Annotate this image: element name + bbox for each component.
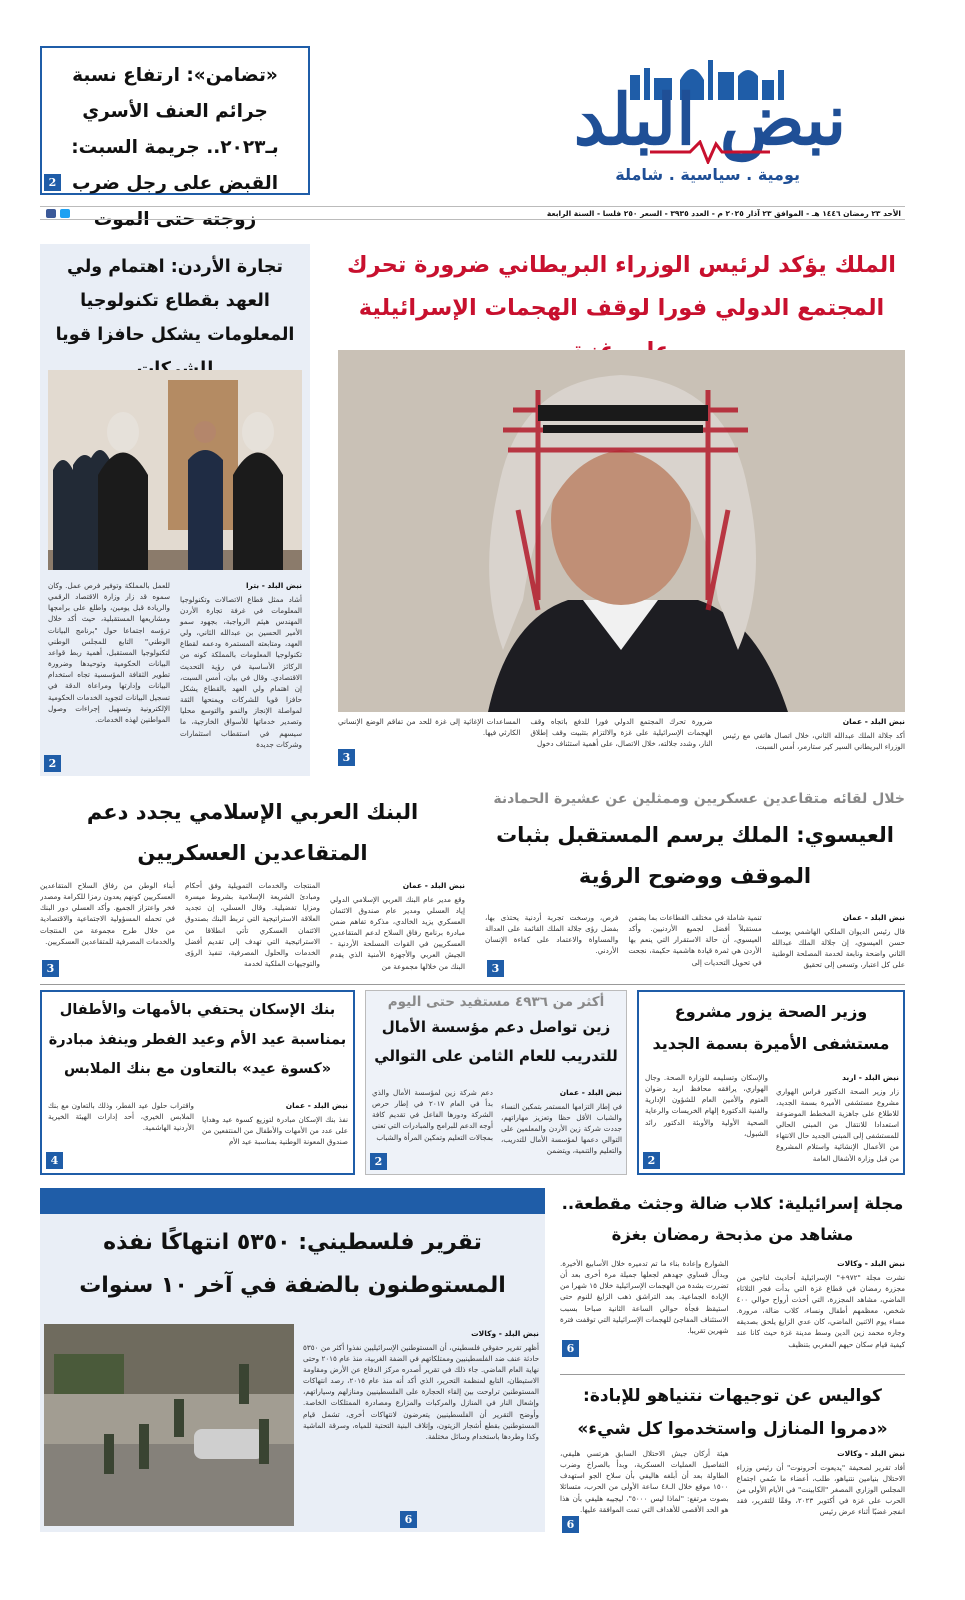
page-ref-badge: 2 xyxy=(370,1153,387,1170)
lead-body xyxy=(338,716,905,772)
top-promo-box[interactable] xyxy=(40,46,310,231)
settlers-col-1: أظهر تقرير حقوقي فلسطيني، أن المستوطنين الإسرائيليين نفذوا أكثر من ٥٣٥٠ حادثة عنف ضد الفلسطينيين وممتلكاتهم في الضفة الغربية، منذ عام ٢٠١٥ وحتى نهاية العام الماضي. جاء ذلك في تقرير أصدره مركز الدفاع عن الأرض ومقاومة الاستيطان، التابع لمنظمة التحرير، الذي أكد أنه منذ عام ٢٠١٥، رصد انتهاكات المستوطنين تراوحت بين إلقاء الحجارة على الفلسطينيين ومنازلهم وسياراتهم، وإشعال النار في المنازل والمركبات والمزارع ومصادرة الممتلكات الخاصة. وأوضح التقرير أن الفلسطينيين يتعرضون لانتهاكات أخرى، تشمل قيام المستوطنين بقطع أشجار الزيتون، وإتلاف البنية التحتية للمياه، وسرقة الماشية وكذا وطردها باستخدام وسائل مختلفة. xyxy=(303,1342,539,1441)
dogs-headline: مجلة إسرائيلية: كلاب ضالة وجثث مقطعة.. مشاهد من مذبحة رمضان بغزة xyxy=(561,1194,904,1245)
divider xyxy=(40,984,905,985)
page-ref-badge: 2 xyxy=(44,174,61,191)
dogs-byline: نبض البلد - وكالات xyxy=(837,1259,905,1268)
health-body xyxy=(645,1072,899,1172)
masthead xyxy=(500,45,920,200)
netanyahu-story xyxy=(560,1380,905,1535)
netanyahu-col-2: هيئة أركان جيش الاحتلال السابق هرتسي هليفي، التفاصيل العمليات العسكرية، وبدأ بالصراخ وضرب الطاولة بعد أن أبلغه هاليفي بأن سلاح الجو استهدف ١٥٠٠ موقع خلال الـ٤٨ ساعة الأولى من الحرب، متسائلا بصوت مرتفع: "لماذا ليس ٥٠٠٠"، ليجيبه هليفي بأن هذا هو الحد الأقصى للأهداف التي تمت الموافقة عليها. xyxy=(560,1449,729,1514)
settlers-body xyxy=(303,1328,539,1524)
bank-story xyxy=(40,790,465,980)
settlers-photo xyxy=(44,1324,294,1526)
trade-story xyxy=(40,244,310,776)
housing-col-2: واقتراب حلول عيد الفطر، وذلك بالتعاون مع بنك الملابس الخيري، أحد إدارات الهيئة الخيرية الأردنية الهاشمية. xyxy=(48,1101,194,1133)
page-ref-badge: 3 xyxy=(338,749,355,766)
netanyahu-col-1: أفاد تقرير لصحيفة "يديعوت أحرونوت" أن رئيس وزراء الاحتلال بنيامين نتنياهو، طلب، أعضاء ما سُمي اجتماع المجلس الوزاري المصغر "الكابينت" في الأيام الأولى من الحرب على غزة في أكتوبر ٢٠٢٣، وفقًا للتقرير، فقد انفجر غضبًا أثناء عرض رئيس xyxy=(736,1462,905,1517)
page-ref-badge: 2 xyxy=(44,755,61,772)
issawi-kicker: خلال لقائه متقاعدين عسكريين وممثلين عن عشيرة الحمادنة xyxy=(493,791,905,807)
netanyahu-body xyxy=(560,1448,905,1534)
settlers-byline: نبض البلد - وكالات xyxy=(471,1329,539,1338)
zain-col-2: دعم شركة زين لمؤسسة الأمال والذي بدأ في العام ٢٠١٧ في إطار حرص الشركة ودورها الفاعل في تقديم كافة أوجه الدعم للبرامج والمبادرات التي تعنى بمجالات التعليم وتمكين المرأة والشباب xyxy=(372,1088,493,1142)
issawi-headline: العيسوي: الملك يرسم المستقبل بثبات الموقف ووضوح الرؤية xyxy=(496,822,894,888)
trade-byline: نبض البلد - بترا xyxy=(245,581,302,590)
housing-story xyxy=(40,990,355,1175)
page-ref-badge: 3 xyxy=(487,960,504,977)
bank-col-1: وقع مدير عام البنك العربي الإسلامي الدولي إياد العسلي ومدير عام صندوق الائتمان العسكري يزيد الخالدي، مذكرة تفاهم ضمن مبادرة برنامج رفاق السلاح لدعم المتقاعدين العسكريين في القوات المسلحة الأردنية - الجيش العربي والأجهزة الأمنية الذي يقدم البنك من خلالها مجموعة من xyxy=(330,894,465,971)
zain-col-1: في إطار التزامها المستمر بتمكين النساء والشباب الأقل حظا وتعزيز مهاراتهم، جددت شركة زين الأردن والمعلمين على التوالي دعمها لمؤسسة الأمال للتدريب، والتعليم والتنمية، ويتضمن xyxy=(501,1101,622,1156)
health-headline: وزير الصحة يزور مشروع مستشفى الأميرة بسمة الجديد xyxy=(652,1002,890,1053)
page-ref-badge: 2 xyxy=(643,1152,660,1169)
lead-headline: الملك يؤكد لرئيس الوزراء البريطاني ضرورة تحرك المجتمع الدولي فورا لوقف الهجمات الإسرائيلية xyxy=(347,252,896,321)
bank-col-2: المنتجات والخدمات التمويلية وفق أحكام ومبادئ الشريعة الإسلامية بشروط ميسرة ومزايا تفضيلية. وقال العسلي، إن تجديد العلاقة الاستراتيجية التي تربط البنك بصندوق الائتمان العسكري تأتي انطلاقا من الاستراتيجية التي تهدف إلى تقديم أفضل الخدمات والحلول المصرفية، تنفيذ الرؤى والتوجيهات الملكية لخدمة xyxy=(185,881,320,969)
page-ref-badge: 4 xyxy=(46,1152,63,1169)
trade-headline: تجارة الأردن: اهتمام ولي العهد بقطاع تكنولوجيا المعلومات يشكل حافزا قويا xyxy=(55,257,295,346)
pulse-line-icon xyxy=(650,140,770,164)
health-col-2: والإسكان وتسليمه للوزارة الصحة. وجال الهواري، يرافقه محافظ اربد رضوان العتوم والأمين العام للشؤون الإدارية والفنية الدكتورة إلهام الخريسات والرعاية الصحية الأولية والأوبئة الدكتور رائد الشبول، xyxy=(645,1073,768,1138)
lead-byline: نبض البلد - عمان xyxy=(842,717,905,726)
bank-col-3: أبناء الوطن من رفاق السلاح المتقاعدين العسكريين كونهم يعدون رمزا للكرامة ومصدر فخر واعتزاز الجميع. وأكد العسلي دور البنك في تحمله المسؤولية الاجتماعية والاقتصادية من خلال طرح مجموعة من المنتجات والخدمات المصرفية للمتقاعدين العسكريين. xyxy=(40,881,175,946)
health-byline: نبض البلد - اربد xyxy=(842,1073,899,1082)
lead-col-3: المساعدات الإغاثية إلى غزة للحد من تفاقم الوضع الإنساني الكارثي فيها. xyxy=(338,717,521,738)
page-ref-badge: 6 xyxy=(562,1516,579,1533)
housing-col-1: نفذ بنك الإسكان مبادرة لتوزيع كسوة عيد وهدايا على عدد من الأمهات والأطفال من المنتفعين من صندوق المعونة الوطنية بمناسبة عيد الأم xyxy=(202,1114,348,1146)
settlers-story xyxy=(40,1188,545,1532)
page-ref-badge: 6 xyxy=(562,1340,579,1357)
zain-kicker: أكثر من ٤٩٣٦ مستفيد حتى اليوم xyxy=(387,994,605,1010)
issawi-col-1: قال رئيس الديوان الملكي الهاشمي يوسف حسن العيسوي، إن جلالة الملك عبدالله الثاني واضحة ونابعة لخدمة المصلحة الوطنية على كل اعتبار، وتسعى إلى تحقيق xyxy=(771,926,905,970)
dogs-story xyxy=(560,1188,905,1368)
issawi-byline: نبض البلد - عمان xyxy=(842,913,905,922)
facebook-icon[interactable] xyxy=(46,209,56,218)
netanyahu-headline: كواليس عن توجيهات نتنياهو للإبادة: «دمروا المنازل واستخدموا كل شيء» xyxy=(577,1386,888,1440)
lead-col-2: ضرورة تحرك المجتمع الدولي فورا للدفع باتجاه وقف الهجمات الإسرائيلية على غزة والالتزام بتثبيت وقف إطلاق النار، وشدد جلالته، خلال الاتصال، على أهمية استئناف دخول xyxy=(530,717,713,749)
dateline: الأحد ٢٣ رمضان ١٤٤٦ هـ - الموافق ٢٣ آذار ٢٠٢٥ م - العدد ٣٩٣٥ - السعر ٢٥٠ فلسا - السنة الرابعة xyxy=(546,209,901,218)
zain-byline: نبض البلد - عمان xyxy=(559,1088,622,1097)
issawi-col-3: فرص، ورسخت تجربة أردنية يحتذى بها، بفضل رؤى جلالة الملك القائمة على العدالة والمساواة والاعتماد على كفاءة الإنسان الأردني. xyxy=(485,913,619,956)
divider xyxy=(560,1374,905,1375)
masthead-title: نبض البلد xyxy=(573,78,847,161)
twitter-icon[interactable] xyxy=(60,209,70,218)
crown-prince-photo xyxy=(48,370,302,570)
settlers-headline: تقرير فلسطيني: ٥٣٥٠ انتهاكًا نفذه المستوطنون بالضفة في آخر ١٠ سنوات xyxy=(79,1230,506,1298)
lead-story xyxy=(338,244,905,774)
king-photo xyxy=(338,350,905,712)
dogs-body xyxy=(560,1258,905,1366)
housing-headline: بنك الإسكان يحتفي بالأمهات والأطفال بمناسبة عيد الأم وعيد الفطر وينفذ مبادرة «كسوة عيد» بالتعاون مع بنك الملابس xyxy=(48,1002,347,1078)
issawi-col-2: تنمية شاملة في مختلف القطاعات بما يضمن مستقبلاً أفضل لجميع الأردنيين. وأكد العيسوي، أن حالة الاستقرار التي ينعم بها الأردن هي ثمرة قيادة هاشمية حكيمة، نجحت في تحويل التحديات إلى xyxy=(628,913,762,967)
lead-col-1: أكد جلالة الملك عبدالله الثاني، خلال اتصال هاتفي مع رئيس الوزراء البريطاني السير كير ستارمر، أمس السبت، xyxy=(722,730,905,751)
page-ref-badge: 6 xyxy=(400,1511,417,1528)
top-promo-headline: «تضامن»: ارتفاع نسبة جرائم العنف الأسري بـ٢٠٢٣.. جريمة السبت: القبض على رجل ضرب زوجته حتى الموت xyxy=(71,65,279,231)
zain-story xyxy=(365,990,627,1175)
housing-body xyxy=(48,1100,348,1172)
zain-body xyxy=(372,1087,622,1172)
dogs-col-2: الشوارع وإعادة بناء ما تم تدميره خلال الأسابيع الأخيرة. وبدأل قساوي جهدهم لجعلها جميلة مرة أخرى بعد أن تضررت بشدة من الهجمات الإسرائيلية خلال ١٥ شهرا من الإبادة الجماعية. بعد التراشق ذهب الزايغ للنوم حتى استيقظ فجأة حوالي الساعة الثانية صباحا بسبب الاستئناف المفاجئ للهجمات الإسرائيلية التي توقفت فترة شهرين تقريبا. xyxy=(560,1259,729,1335)
issawi-story xyxy=(485,790,905,980)
bank-body xyxy=(40,880,465,978)
trade-body xyxy=(48,580,302,770)
bank-headline: البنك العربي الإسلامي يجدد دعم المتقاعدين العسكريين xyxy=(86,800,419,865)
trade-col-1: أشاد ممثل قطاع الاتصالات وتكنولوجيا المعلومات في غرفة تجارة الأردن المهندس هيثم الرواجبة، بجهود سمو الأمير الحسين بن عبدالله الثاني، ولي العهد، ومتابعته المستمرة ودعمه لقطاع تكنولوجيا المعلومات بالمملكة كونه من الركائز الأساسية في رؤية التحديث الاقتصادي. وقال في بيان، أمس السبت، إن اهتمام ولي العهد بالقطاع يشكل حافزا قويا للشركات ويمنحها الثقة لمواصلة الإنجاز والنمو والتوسع محليا وتصدير خدماتها للأسواق الخارجية، ما سيسهم في استقطاب استثمارات وشركات جديدة xyxy=(180,594,302,749)
dogs-col-1: نشرت مجلة "٩٧٢+" الإسرائيلية أحاديث لناجين من مجزرة رمضان في قطاع غزة التي بدأت فجر الثلاثاء الماضي، مشاهد المجزرة، التي أخذت أرواح حوالي ٤٠٠ شخص، معظمهم أطفال ونساء، كلاب ضالة، مرورة. مساء يوم الاثنين الماضي، كان عدي الزايغ يلحق بصديقه وجاره محمد زين الدين وسط مدينة غزة حيث كانا عند كيفية قيام سكان حيهم المغربي بتنظيف xyxy=(736,1272,905,1349)
masthead-tagline: يومية . سياسية . شاملة xyxy=(615,165,800,184)
netanyahu-byline: نبض البلد - وكالات xyxy=(837,1449,905,1458)
issawi-body xyxy=(485,912,905,978)
bank-byline: نبض البلد - عمان xyxy=(402,881,465,890)
health-story xyxy=(637,990,905,1175)
dateline-bar xyxy=(40,206,905,220)
page-ref-badge: 3 xyxy=(42,960,59,977)
trade-col-2: للعمل بالمملكة وتوفير فرص عمل. وكان سموه قد زار وزارة الاقتصاد الرقمي والريادة قبل يومين، واطلع على برامجها ومشاريعها المستقبلية، حيث أكد خلال ترؤسه اجتماعا حول "برنامج البيانات الوطني" التابع للمجلس الوطني لتكنولوجيا المستقبل، أهمية ربط قواعد البيانات الحكومية وتوحيدها وضرورة تطوير الثقافة المؤسسية تجاه استخدام البيانات وإدارتها ومراعاة الدقة في تسجيل البيانات لتجويد الخدمات الحكومية الإلكترونية وتسهيل إجراءات وصول المواطنين لهذه الخدمات. xyxy=(48,581,170,724)
zain-headline: زين تواصل دعم مؤسسة الأمال للتدريب للعام الثامن على التوالي xyxy=(374,1018,618,1066)
health-col-1: زار وزير الصحة الدكتور فراس الهواري مشروع مستشفى الأميرة بسمة الجديد، للاطلاع على جاهزية المخطط الموضوعة استعدادا للانتقال من المبنى الحالي للمستشفى إلى المبنى الجديد حال الانتهاء من الأعمال الإنشائية واستلام المشروع من قبل وزارة الأشغال العامة xyxy=(776,1086,899,1163)
housing-byline: نبض البلد - عمان xyxy=(285,1101,348,1110)
settlers-top-bar xyxy=(40,1188,545,1214)
